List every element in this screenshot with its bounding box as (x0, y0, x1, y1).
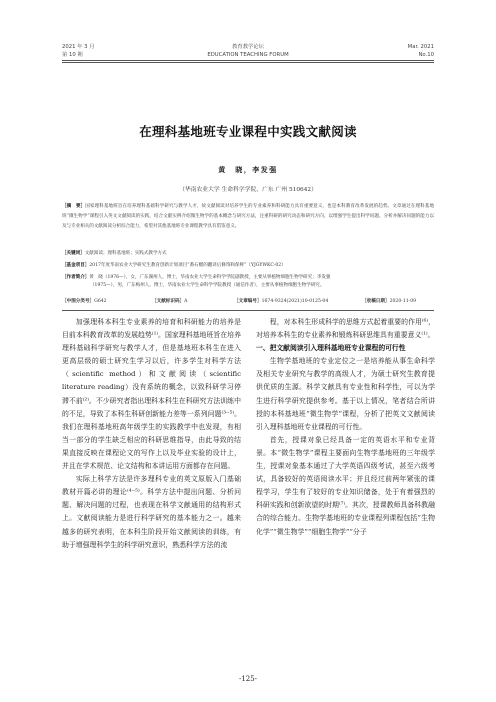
funding (62, 262, 434, 270)
clc-number: ［中图分类号］G642 (62, 299, 107, 304)
meta-rule (62, 310, 434, 311)
paper-title: 在理科基地班专业课程中实践文献阅读 (139, 124, 357, 139)
bio-line1: 黄 晓（1976—），女，广东湖州人，博士，华南农业大学生命科学学院副教授，主要从事植物细胞生物学研究；李发强 (89, 275, 331, 280)
header-issue-info-en (408, 44, 434, 59)
header-date: 2021 年 3 月 (62, 44, 95, 50)
keywords-text: 文献阅读；理科基地班；实践式教学方式 (84, 251, 167, 256)
article-number: ［文章编号］1674-9324(2021)10-0125-04 (234, 299, 329, 304)
header-journal-cn: 教育教学论坛 (232, 44, 264, 50)
paper-affiliation: （华南农业大学 生命科学学院，广东 广州 510642） (179, 187, 317, 193)
body-paragraph: 程，对本科生形成科学的思维方式起着重要的作用⁽⁶⁾，对培养本科生的专业素养和锻炼科研思维具有重要意义⁽¹⁾。 (256, 318, 435, 340)
keywords-label: ［关键词］ (62, 251, 85, 256)
body-paragraph: 首先，授课对象已经具备一定的英语水平和专业背景。本“微生物学”课程主要面向生物学基地班的三年级学生，授课对象基本通过了大学英语四级考试，甚至六级考试，具备较好的英语阅读水平；并且经过前两年紧张的课程学习，学生有了较好的专业知识储备，处于有着强烈的科研实践和创新欲望的时期⁽⁷⁾。其次，授课教师具备科教融合的综合能力。生物学基地班的专业课程列课程包括“生物化学”“微生物学”“细胞生物学”“分子 (256, 435, 435, 536)
document-code: ［文献标识码］A (152, 299, 188, 304)
classification-row (62, 298, 434, 306)
received-date: ［收稿日期］2020-11-09 (362, 299, 417, 304)
header-issue-en: No.10 (418, 51, 434, 58)
body-column-right (256, 316, 435, 539)
header-date-en: Mar. 2021 (407, 44, 434, 50)
page-number: -125- (238, 675, 258, 683)
paper-authors: 黄 晓，李发强 (218, 165, 278, 174)
body-paragraph: 加强理科本科生专业素养的培育和科研能力的培养是目前本科教育改革的发展趋势⁽¹⁾。国家理科基地班旨在培养理科基础科学研究与教学人才，但是基地班本科生在进入更高层级的硕士研究生学习以后，许多学生对科学方法（scientific method）和文献阅读（scientific literature reading）没有系统的概念，以致科研学习停滞不前⁽²⁾。不少研究者指出理科本科生在科研究方法训练中的不足，导致了本科生科研创新能力差等一系列问题⁽³⁻⁵⁾。我们在理科基地班高年级学生的实践教学中也发现，有相当一部分的学生缺乏相应的科研思维指导，由此导致的结果直接反映在课程论文的写作上以及毕业实验的设计上，并且在学术规范、论文结构和本讲运用方面都存在问题。 (62, 318, 241, 471)
funding-label: ［基金项目］ (62, 263, 90, 268)
body-paragraph: 实际上科学方法是许多理科专业的英文原版入门基础教材开篇必讲的理论⁽⁴⁻⁵⁾。科学方法中提出问题、分析问题、解决问题的过程，也表现在科学文献通用的结构形式上。文献阅读能力是进行科学研究的基本能力之一。越来越多的研究表明，在本科生阶段开始文献阅读的训练，有助于增强理科学生的科学研究意识，熟悉科学方法的流 (62, 475, 241, 549)
header-rule-thin (62, 62, 434, 63)
author-bio (62, 274, 434, 290)
abstract-text: 国家理科基地班旨在培养理科基础科学研究与教学人才，故文献阅读对培养学生的专业素养和科研能力具有重要意义，也是本科教育改革发展的趋势。文章通过在理科基地班“微生物学”课程引入英文文献阅读的实践，结合文献实例介绍微生物学的基本概念与研究方法，注重科研的研究动态和研究方向，以增强学生提出科学问题、分析并解决问题的能力以及与专业相关的文献阅读分析综合能力，希望对其他基地班专业课程教学具有借鉴意义。 (62, 204, 435, 230)
bio-label: ［作者简介］ (62, 275, 90, 280)
header-issue: 第 10 期 (62, 51, 83, 58)
abstract-label: ［摘 要］ (62, 204, 86, 209)
header-rule (62, 60, 434, 61)
abstract (62, 202, 434, 232)
body-paragraph: 生物学基地班的专业定位之一是培养能从事生命科学及相关专业研究与教学的高级人才，为硕士研究生教育提供优质的生源。科学文献具有专业性和科学性，可以为学生进行科学研究提供参考。基于以上情况，笔者结合所讲授的本科基地班“微生物学”课程，分析了把英文文献阅读引入理科基地班专业课程的可行性。 (256, 357, 435, 431)
keywords (62, 250, 434, 258)
bio-line2: （1975—），男，广东梅州人，博士，华南农业大学生命科学学院教授（通信作者），主要从事植物细胞生物学研究。 (90, 283, 325, 288)
header-journal-en: EDUCATION TEACHING FORUM (207, 51, 289, 58)
body-column-left (62, 316, 241, 552)
funding-text: 2017年度华南农业大学研究生教育创新计划项目“番石榴的翻译后修饰和保鲜”（YJGYWKC-02） (89, 263, 286, 268)
section-heading: 一、把文献阅读引入理科基地班专业课程的可行性 (256, 344, 406, 353)
